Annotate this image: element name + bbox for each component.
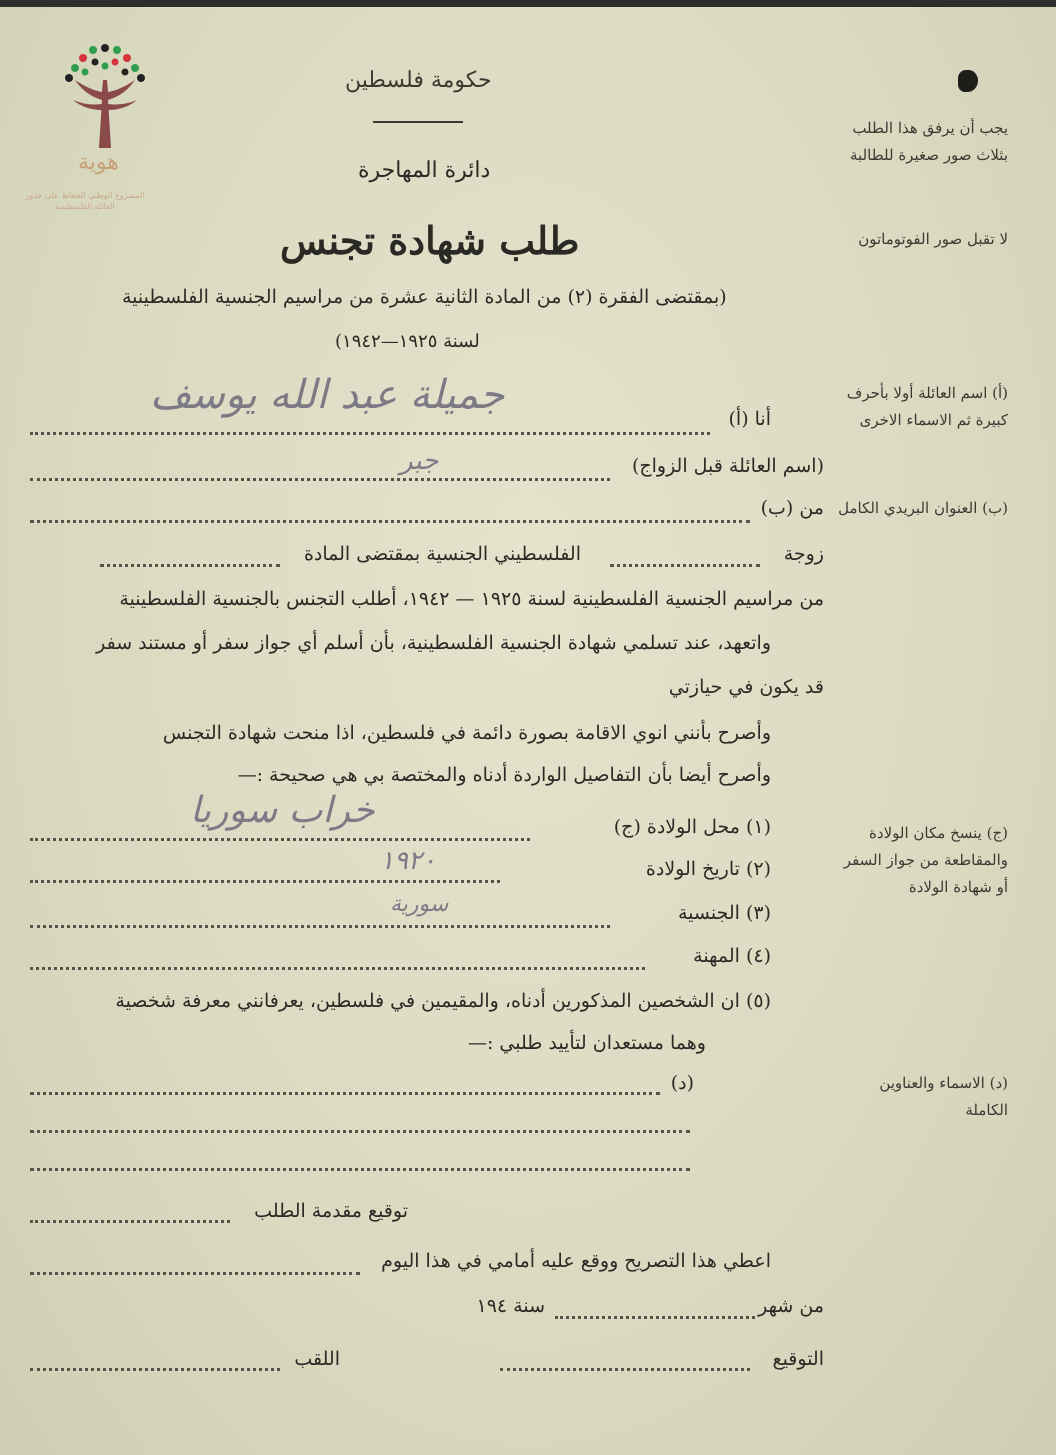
- note-d: (د) الاسماء والعناوين الكاملة: [879, 1074, 1008, 1119]
- form-subtitle-2: لسنة ١٩٢٥—١٩٤٢): [335, 331, 480, 352]
- field-month[interactable]: [555, 1316, 755, 1319]
- item-birthdate: (٢) تاريخ الولادة: [645, 858, 771, 880]
- note-photomaton: لا تقبل صور الفوتوماتون: [858, 230, 1008, 248]
- line-declared-before: اعطي هذا التصريح ووقع عليه أمامي في هذا اليوم: [381, 1250, 771, 1272]
- label-wife: زوجة: [783, 543, 824, 565]
- field-applicant-signature[interactable]: [30, 1220, 230, 1223]
- handwritten-maiden: جبر: [400, 446, 439, 476]
- header-divider: [373, 121, 463, 123]
- field-profession-line[interactable]: [30, 967, 645, 970]
- logo-word: هوية: [78, 150, 119, 175]
- label-month: من شهر: [758, 1295, 824, 1317]
- label-signature: التوقيع: [772, 1348, 824, 1370]
- field-address-line[interactable]: [30, 520, 750, 523]
- line-declare-1: وأصرح بأنني انوي الاقامة بصورة دائمة في فلسطين، اذا منحت شهادة التجنس: [162, 722, 771, 744]
- field-maiden-line[interactable]: [30, 478, 610, 481]
- scan-top-edge: [0, 0, 1056, 7]
- department-heading: دائرة المهاجرة: [358, 158, 491, 183]
- handwritten-name: جميلة عبد الله يوسف: [150, 372, 505, 418]
- label-wife-rest: الفلسطيني الجنسية بمقتضى المادة: [303, 543, 581, 565]
- label-applicant-signature: توقيع مقدمة الطلب: [254, 1200, 408, 1222]
- field-referee-2-line[interactable]: [30, 1130, 690, 1133]
- note-b: (ب) العنوان البريدي الكامل: [838, 499, 1008, 517]
- tree-icon: [55, 40, 155, 150]
- field-signature[interactable]: [500, 1368, 750, 1371]
- item-profession: (٤) المهنة: [693, 945, 771, 967]
- form-subtitle-1: (بمقتضى الفقرة (٢) من المادة الثانية عشرة من مراسيم الجنسية الفلسطينية: [122, 286, 727, 308]
- field-article-line[interactable]: [100, 564, 280, 567]
- line-possession: قد يكون في حيازتي: [668, 676, 824, 698]
- form-title: طلب شهادة تجنس: [280, 218, 580, 263]
- line-declare-2: وأصرح أيضا بأن التفاصيل الواردة أدناه والمختصة بي هي صحيحة :—: [237, 764, 771, 786]
- field-husband-line[interactable]: [610, 564, 760, 567]
- note-c: (ج) ينسخ مكان الولادة والمقاطعة من جواز السفر أو شهادة الولادة: [843, 824, 1008, 896]
- label-title: اللقب: [294, 1348, 340, 1370]
- handwritten-nationality: سورية: [390, 892, 449, 917]
- field-title[interactable]: [30, 1368, 280, 1371]
- label-year: سنة ١٩٤: [476, 1295, 545, 1317]
- government-heading: حكومة فلسطين: [345, 68, 492, 93]
- item-referees-2: وهما مستعدان لتأييد طلبي :—: [467, 1032, 706, 1054]
- field-nationality-line[interactable]: [30, 925, 610, 928]
- field-name-line[interactable]: [30, 432, 710, 435]
- line-pledge: واتعهد، عند تسلمي شهادة الجنسية الفلسطينية، بأن أسلم أي جواز سفر أو مستند سفر: [96, 632, 771, 654]
- field-declared-day[interactable]: [30, 1272, 360, 1275]
- line-decrees: من مراسيم الجنسية الفلسطينية لسنة ١٩٢٥ — ١٩٤٢، أطلب التجنس بالجنسية الفلسطينية: [119, 588, 824, 610]
- label-maiden: (اسم العائلة قبل الزواج): [631, 455, 824, 477]
- item-birthplace: (١) محل الولادة (ج): [613, 816, 771, 838]
- item-referees-1: (٥) ان الشخصين المذكورين أدناه، والمقيمين في فلسطين، يعرفانني معرفة شخصية: [115, 990, 771, 1012]
- note-a: (أ) اسم العائلة أولا بأحرف كبيرة ثم الاسماء الاخرى: [846, 384, 1008, 429]
- label-ana: أنا (أ): [728, 408, 771, 430]
- field-birthdate-line[interactable]: [30, 880, 500, 883]
- field-birthplace-line[interactable]: [30, 838, 530, 841]
- field-referee-1-line[interactable]: [30, 1092, 660, 1095]
- field-referee-3-line[interactable]: [30, 1168, 690, 1171]
- item-d: (د): [670, 1072, 694, 1094]
- handwritten-birthdate: ١٩٢٠: [380, 846, 436, 876]
- handwritten-birthplace: خراب سوريا: [190, 790, 375, 831]
- logo-caption: المشروع الوطني للحفاظ على جذور العائلة الفلسطينية: [25, 191, 145, 211]
- label-from: من (ب): [760, 497, 824, 519]
- item-nationality: (٣) الجنسية: [677, 902, 771, 924]
- note-photos: يجب أن يرفق هذا الطلب بثلاث صور صغيرة للطالبة: [850, 119, 1008, 164]
